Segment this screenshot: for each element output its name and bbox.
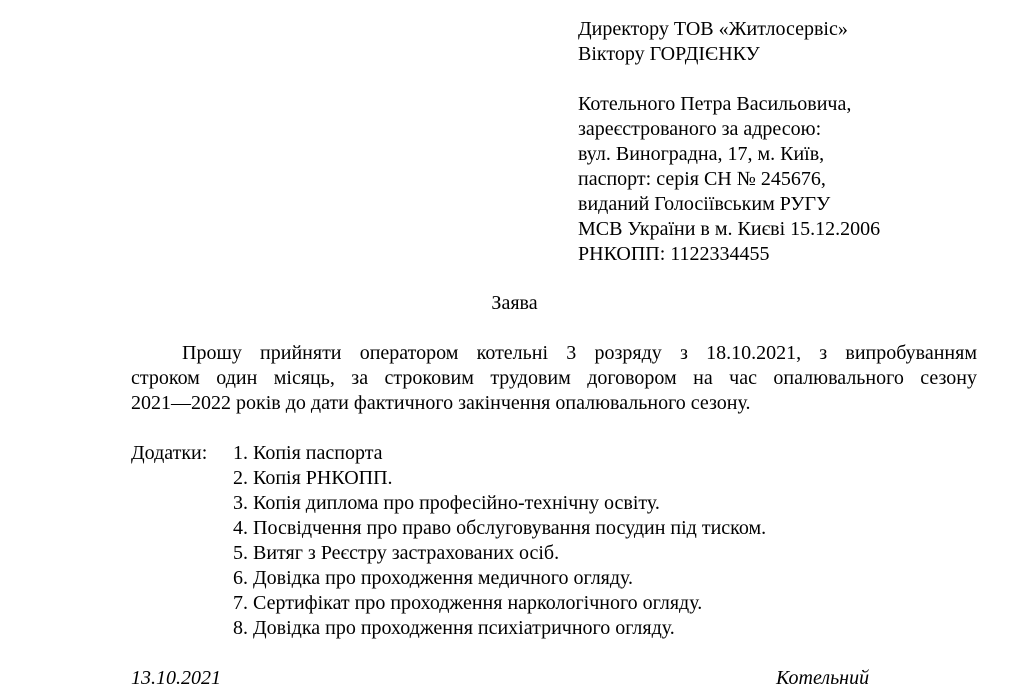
- attachment-item: 2. Копія РНКОПП.: [233, 467, 393, 489]
- attachment-item: 7. Сертифікат про проходження наркологічного огляду.: [233, 592, 703, 614]
- sender-address-label: зареєстрованого за адресою:: [578, 118, 822, 140]
- sender-address: вул. Виноградна, 17, м. Київ,: [578, 143, 825, 165]
- signature: Котельний: [776, 667, 870, 689]
- document-date: 13.10.2021: [131, 667, 221, 689]
- sender-block: [578, 92, 880, 267]
- addressee-name: Віктору ГОРДІЄНКУ: [578, 43, 760, 65]
- sender-name: Котельного Петра Васильовича,: [578, 93, 852, 115]
- attachments-label: Додатки:: [131, 442, 208, 464]
- request-body-line: строком один місяць, за строковим трудовим договором на час опалювального сезону: [131, 367, 977, 389]
- sender-passport-issuer-date: МСВ України в м. Києві 15.12.2006: [578, 218, 881, 240]
- attachment-item: 5. Витяг з Реєстру застрахованих осіб.: [233, 542, 560, 564]
- request-body: [131, 341, 977, 416]
- attachment-item: 4. Посвідчення про право обслуговування посудин під тиском.: [233, 517, 767, 539]
- attachment-item: 1. Копія паспорта: [233, 442, 383, 464]
- sender-tax-id: РНКОПП: 1122334455: [578, 243, 770, 265]
- sender-passport-issuer: виданий Голосіївським РУГУ: [578, 193, 831, 215]
- attachment-item: 3. Копія диплома про професійно-технічну освіту.: [233, 492, 660, 514]
- attachment-item: 6. Довідка про проходження медичного огляду.: [233, 567, 634, 589]
- sender-passport: паспорт: серія СН № 245676,: [578, 168, 826, 190]
- addressee-position: Директору ТОВ «Житлосервіс»: [578, 18, 848, 40]
- attachments-list: [233, 441, 766, 641]
- attachment-item: 8. Довідка про проходження психіатричного огляду.: [233, 617, 675, 639]
- addressee-block: [578, 17, 848, 67]
- request-body-line: 2021—2022 років до дати фактичного закінчення опалювального сезону.: [131, 392, 751, 414]
- document-title: Заява: [491, 292, 538, 314]
- request-body-line: Прошу прийняти оператором котельні 3 розряду з 18.10.2021, з випробуванням: [182, 342, 977, 364]
